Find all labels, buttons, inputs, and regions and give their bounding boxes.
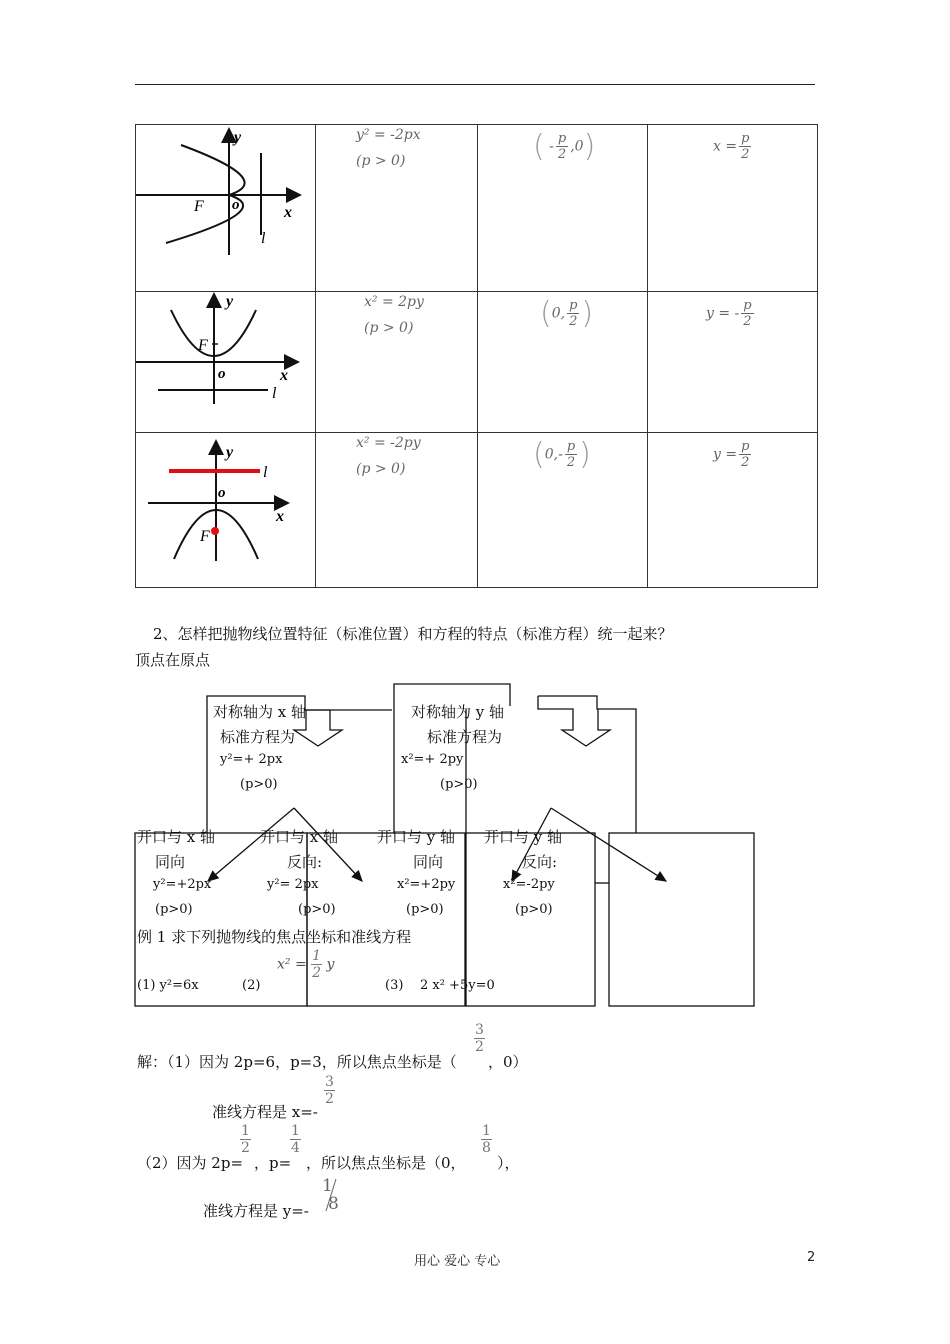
p2-lhs: x² = <box>277 956 307 973</box>
axis-x-condition: (p>0) <box>240 777 278 792</box>
solution-1-text: 解：（1）因为 2p=6，p=3，所以焦点坐标是（ <box>137 1053 457 1071</box>
p2-rhs: y <box>326 956 335 973</box>
directrix-label: l <box>272 385 277 402</box>
solution-1-directrix: 准线方程是 x=- <box>212 1103 318 1121</box>
frac-num: 1 <box>312 948 322 964</box>
case-3-direction: 同向 <box>413 853 444 871</box>
directrix-label: l <box>263 464 268 481</box>
equation: y² = -2px <box>356 127 421 143</box>
equation: x² = 2py <box>364 294 424 310</box>
focus-label: F <box>200 528 210 545</box>
right-connector <box>538 696 636 833</box>
axis-x-title: 对称轴为 x 轴 <box>213 703 306 721</box>
footer-text: 用心 爱心 专心 <box>414 1254 501 1269</box>
fraction-1-2 <box>311 948 322 981</box>
case-2-title: 开口与 x 轴 <box>260 828 338 846</box>
example-1-problem-2-label: (2) <box>242 978 261 993</box>
frac-den: 4 <box>291 1140 300 1156</box>
frac-den: 2 <box>475 1039 484 1055</box>
origin-label: o <box>218 485 226 501</box>
example-1-problem-2-equation <box>277 948 334 981</box>
origin-label: o <box>232 197 240 213</box>
directrix-equation: y = - $\frac{p}{2}$ <box>706 298 752 329</box>
frac-num: 3 <box>325 1074 334 1090</box>
question-2: 2、怎样把抛物线位置特征（标准位置）和方程的特点（标准方程）统一起来？ <box>153 625 673 643</box>
case-1-equation: y²=+2px <box>153 877 212 892</box>
frac-den: 8 <box>482 1140 491 1156</box>
case-2-condition: (p>0) <box>298 902 336 917</box>
vertex-origin-text: 顶点在原点 <box>135 651 211 669</box>
solution-2-text-b: ，p= <box>254 1154 292 1172</box>
case-1-direction: 同向 <box>155 853 186 871</box>
solution-2-text-d: ）， <box>497 1154 520 1172</box>
frac-den: 2 <box>241 1140 250 1156</box>
condition: (p > 0) <box>364 320 414 336</box>
case-3-condition: (p>0) <box>406 902 444 917</box>
y-label: y <box>234 129 242 146</box>
case-4-equation: x²=-2py <box>503 877 555 892</box>
x-label: x <box>284 204 292 221</box>
y-label: y <box>226 293 234 310</box>
case-1-title: 开口与 x 轴 <box>137 828 215 846</box>
axis-y-condition: (p>0) <box>440 777 478 792</box>
origin-label: o <box>218 366 226 382</box>
page-number: 2 <box>807 1250 816 1265</box>
case-3-title: 开口与 y 轴 <box>377 828 456 846</box>
focus-label: F <box>198 337 208 354</box>
solution-1-directrix-fraction <box>324 1074 335 1107</box>
axis-x-subtitle: 标准方程为 <box>220 728 296 746</box>
axis-y-title: 对称轴为 y 轴 <box>411 703 505 721</box>
case-4-direction: 反向: <box>522 853 558 871</box>
solution-2-fraction-b <box>290 1123 301 1156</box>
frac-num: 1 <box>241 1123 250 1139</box>
axis-y-equation: x²=+ 2py <box>401 752 464 767</box>
case-2-equation: y²= 2px <box>267 877 319 892</box>
frac-num: 1 <box>482 1123 491 1139</box>
case-3-equation: x²=+2py <box>397 877 456 892</box>
condition: (p > 0) <box>356 461 406 477</box>
condition: (p > 0) <box>356 153 406 169</box>
frac-den: 8 <box>328 1194 339 1214</box>
down-arrow-right <box>538 696 610 746</box>
axis-x-equation: y²=+ 2px <box>220 752 283 767</box>
case-4-condition: (p>0) <box>515 902 553 917</box>
solution-2-text: （2）因为 2p= <box>137 1154 244 1172</box>
y-label: y <box>226 444 234 461</box>
case-1-condition: (p>0) <box>155 902 193 917</box>
example-1-problem-1: (1) y²=6x <box>137 978 199 993</box>
focus-coordinates: (0,- $\frac{p}{2}$ ) <box>533 437 591 472</box>
example-1-title: 例 1 求下列抛物线的焦点坐标和准线方程 <box>137 928 412 946</box>
solution-1-fraction <box>474 1022 485 1055</box>
example-1-problem-3-label: (3) <box>385 978 404 993</box>
directrix-equation: x = $\frac{p}{2}$ <box>713 131 750 162</box>
solution-1-text-end: ，0） <box>488 1053 528 1071</box>
focus-label: F <box>194 198 204 215</box>
solution-2-fraction-c <box>481 1123 492 1156</box>
x-label: x <box>276 508 284 525</box>
frac-den: 2 <box>325 1091 334 1107</box>
case-2-direction: 反向: <box>287 853 323 871</box>
example-1-problem-3-equation: 2 x² +5y=0 <box>420 978 495 993</box>
solution-2-directrix: 准线方程是 y=- <box>203 1202 309 1220</box>
frac-num: 1 <box>291 1123 300 1139</box>
solution-2-fraction-a <box>240 1123 251 1156</box>
frac-num: 1 <box>322 1176 333 1196</box>
axis-y-subtitle: 标准方程为 <box>427 728 503 746</box>
equation: x² = -2py <box>356 435 421 451</box>
frac-den: 2 <box>312 965 322 981</box>
directrix-label: l <box>261 230 266 247</box>
x-label: x <box>280 367 288 384</box>
solution-2-text-c: ，所以焦点坐标是（0， <box>306 1154 466 1172</box>
focus-coordinates: (0, $\frac{p}{2}$ ) <box>540 296 594 331</box>
directrix-equation: y = $\frac{p}{2}$ <box>713 439 750 470</box>
focus-coordinates: ( - $\frac{p}{2}$ ,0) <box>533 129 596 164</box>
frac-num: 3 <box>475 1022 484 1038</box>
case-4-title: 开口与 y 轴 <box>484 828 563 846</box>
